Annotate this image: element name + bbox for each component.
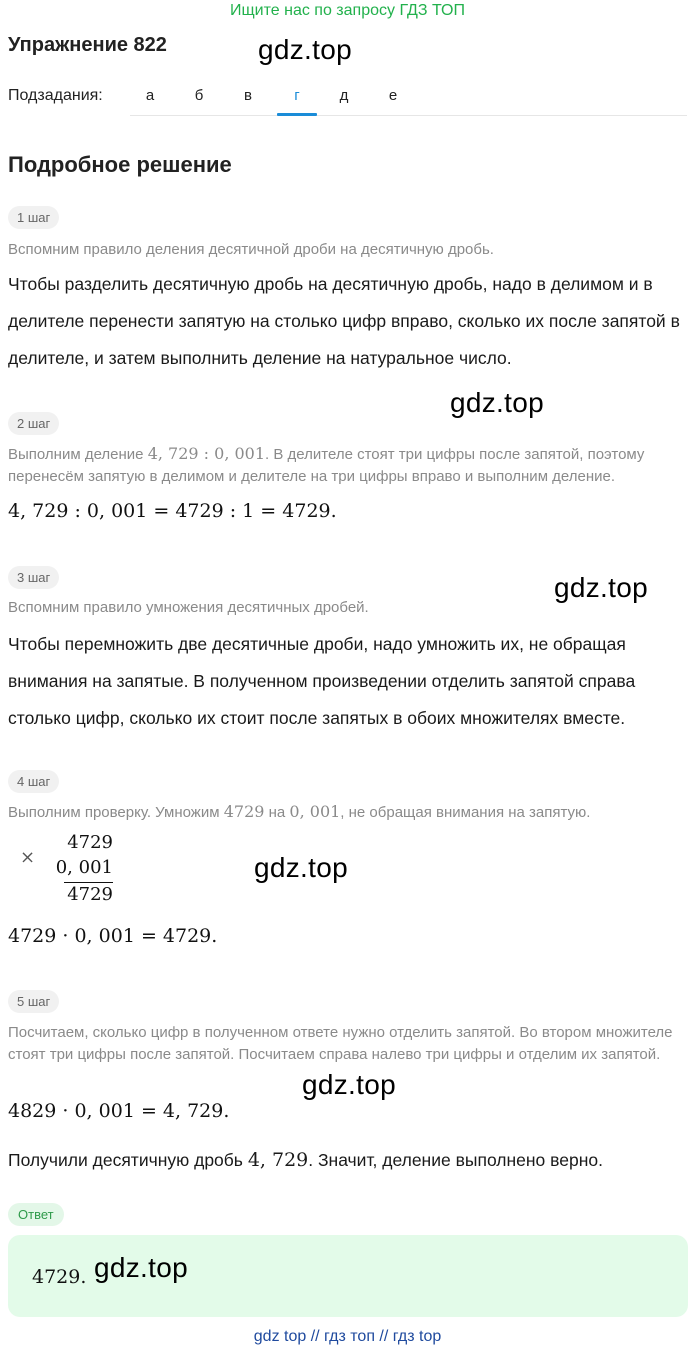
step-5-badge: 5 шаг bbox=[8, 990, 59, 1013]
step-5-equation: 4829 · 0, 001 = 4, 729. bbox=[8, 1100, 230, 1122]
answer-badge: Ответ bbox=[8, 1203, 64, 1226]
active-tab-indicator bbox=[277, 113, 317, 116]
subtask-tab-a[interactable]: а bbox=[145, 87, 155, 104]
subtasks-label: Подзадания: bbox=[8, 87, 103, 104]
subtasks-divider bbox=[130, 115, 687, 116]
answer-value: 4729. bbox=[32, 1266, 87, 1288]
column-multiplication bbox=[55, 832, 113, 905]
step-3-hint: Вспомним правило умножения десятичных дробей. bbox=[8, 599, 369, 616]
multiply-sign: × bbox=[20, 847, 36, 868]
step-3-badge: 3 шаг bbox=[8, 566, 59, 589]
watermark: gdz.top bbox=[554, 572, 648, 603]
watermark: gdz.top bbox=[254, 852, 348, 883]
step-5-hint: Посчитаем, сколько цифр в полученном ответе нужно отделить запятой. Во втором множителе стоят три цифры после запятой. Посчитаем справа налево три цифры и отделим их запятой. bbox=[8, 1024, 673, 1063]
step-4-badge: 4 шаг bbox=[8, 770, 59, 793]
column-top: 4729 bbox=[67, 832, 113, 853]
step-2-badge: 2 шаг bbox=[8, 412, 59, 435]
subtask-tab-v[interactable]: в bbox=[244, 87, 252, 104]
section-title: Подробное решение bbox=[8, 152, 232, 177]
footer-links[interactable]: gdz top // гдз топ // гдз top bbox=[253, 1328, 442, 1345]
search-banner[interactable]: Ищите нас по запросу ГДЗ ТОП bbox=[230, 2, 465, 19]
step-2-hint: Выполним деление 4, 729 : 0, 001. В делителе стоят три цифры после запятой, поэтому перенесём запятую в делимом и делителе на три цифры вправо и выполним деление. bbox=[8, 444, 645, 485]
subtask-tab-b[interactable]: б bbox=[194, 87, 204, 104]
column-rule bbox=[64, 882, 113, 883]
step-1-text: Чтобы разделить десятичную дробь на десятичную дробь, надо в делимом и в делителе перенести запятую на столько цифр вправо, сколько их после запятой в делителе, и затем выполнить деление на натуральное число. bbox=[8, 274, 680, 368]
step-3-text: Чтобы перемножить две десятичные дроби, надо умножить их, не обращая внимания на запятые. В полученном произведении отделить запятой справа столько цифр, сколько их стоит после запятых в обоих множителях вместе. bbox=[8, 634, 636, 728]
column-second: 0, 001 bbox=[55, 857, 113, 878]
step-1-badge: 1 шаг bbox=[8, 206, 59, 229]
watermark: gdz.top bbox=[450, 387, 544, 418]
subtask-tab-e[interactable]: е bbox=[388, 87, 398, 104]
page-title: Упражнение 822 bbox=[8, 34, 167, 56]
watermark: gdz.top bbox=[302, 1069, 396, 1100]
column-result: 4729 bbox=[67, 884, 113, 905]
subtask-tab-g[interactable]: г bbox=[294, 87, 300, 104]
step-5-text: Получили десятичную дробь 4, 729. Значит, деление выполнено верно. bbox=[8, 1149, 603, 1171]
step-4-equation: 4729 · 0, 001 = 4729. bbox=[8, 925, 218, 947]
step-1-hint: Вспомним правило деления десятичной дроби на десятичную дробь. bbox=[8, 241, 494, 258]
watermark: gdz.top bbox=[94, 1252, 188, 1283]
step-4-hint: Выполним проверку. Умножим 4729 на 0, 001, не обращая внимания на запятую. bbox=[8, 802, 591, 821]
subtask-tab-d[interactable]: д bbox=[339, 87, 349, 104]
step-2-equation: 4, 729 : 0, 001 = 4729 : 1 = 4729. bbox=[8, 500, 337, 522]
watermark: gdz.top bbox=[258, 34, 352, 65]
